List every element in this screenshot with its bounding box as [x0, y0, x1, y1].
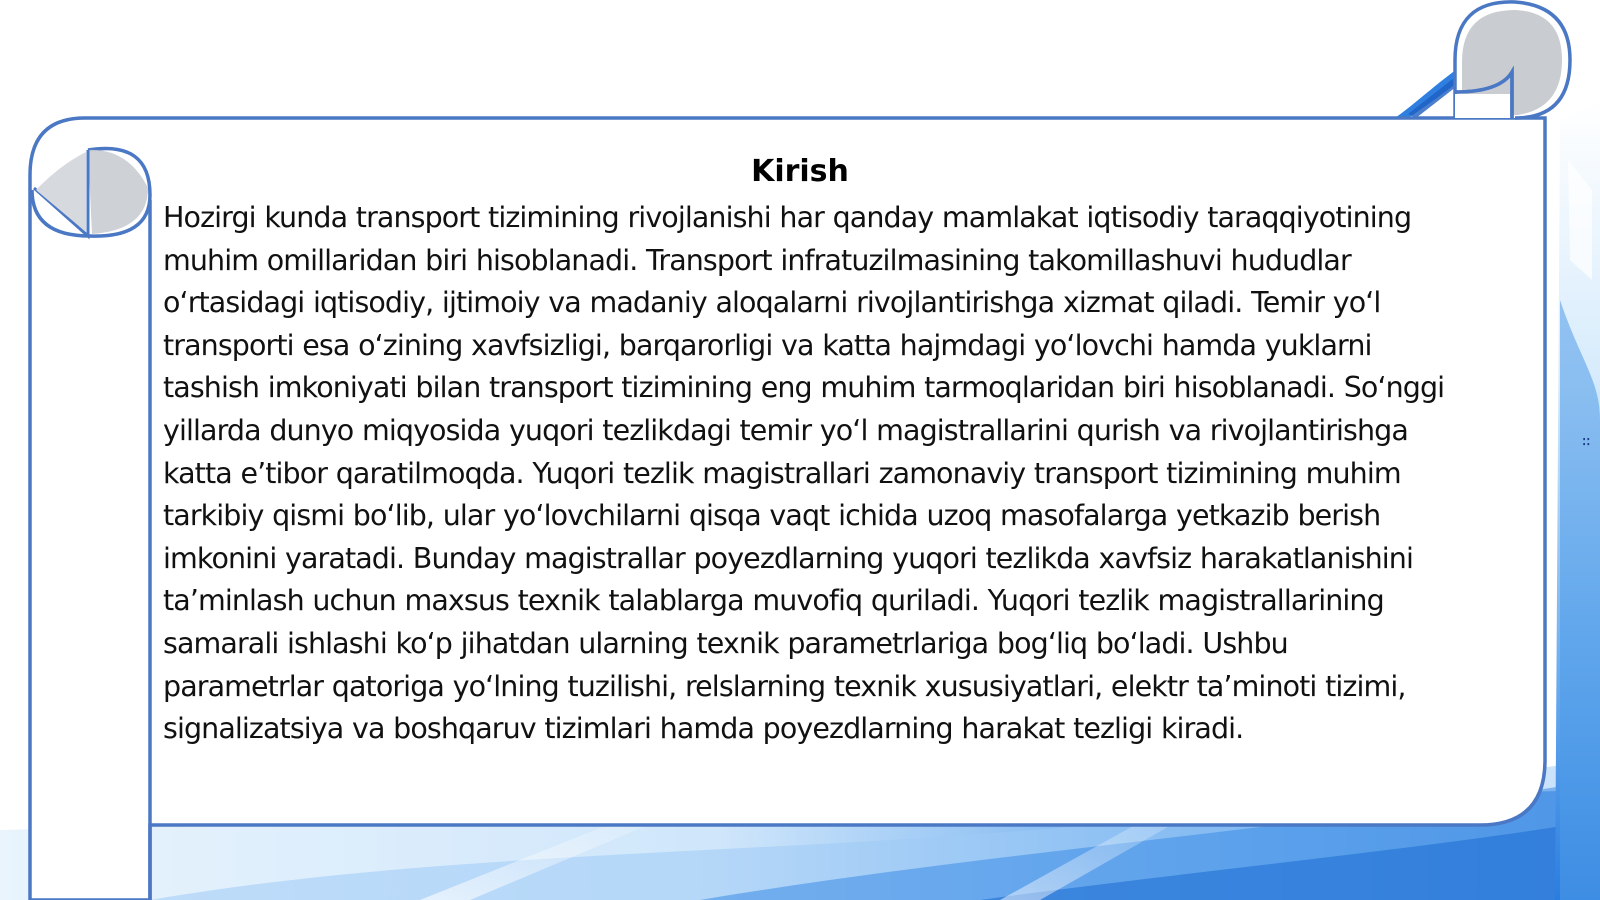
slide-title: Kirish — [751, 154, 849, 189]
handle-dots-icon: ∷ — [1582, 434, 1591, 450]
introduction-paragraph: Hozirgi kunda transport tizimining rivojlanishi har qanday mamlakat iqtisodiy taraqqiyotining muhim omillaridan biri hisoblanadi. Transport infratuzilmasining takomillashuvi hududlar o‘rtasidagi iqtisodiy, ijtimoiy va madaniy aloqalarni rivojlantirishga xizmat qiladi. Temir yo‘l transporti esa o‘zining xavfsizligi, barqarorligi va katta hajmdagi yo‘lovchi hamda yuklarni tashish imkoniyati bilan transport tizimining eng muhim tarmoqlaridan biri hisoblanadi. So‘nggi yillarda dunyo miqyosida yuqori tezlikdagi temir yo‘l magistrallarini qurish va rivojlantirishga katta e’tibor qaratilmoqda. Yuqori tezlik magistrallari zamonaviy transport tizimining muhim tarkibiy qismi bo‘lib, ular yo‘lovchilarni qisqa vaqt ichida uzoq masofalarga yetkazib berish imkonini yaratadi. Bunday magistrallar poyezdlarning yuqori tezlikda xavfsiz harakatlanishini ta’minlash uchun maxsus texnik talablarga muvofiq quriladi. Yuqori tezlik magistrallarining samarali ishlashi ko‘p jihatdan ularning texnik parametrlariga bog‘liq bo‘ladi. Ushbu parametrlar qatoriga yo‘lning tuzilishi, relslarning texnik xususiyatlari, elektr ta’minoti tizimi, signalizatsiya va boshqaruv tizimlari hamda poyezdlarning harakat tezligi kiradi. — [163, 201, 1445, 746]
